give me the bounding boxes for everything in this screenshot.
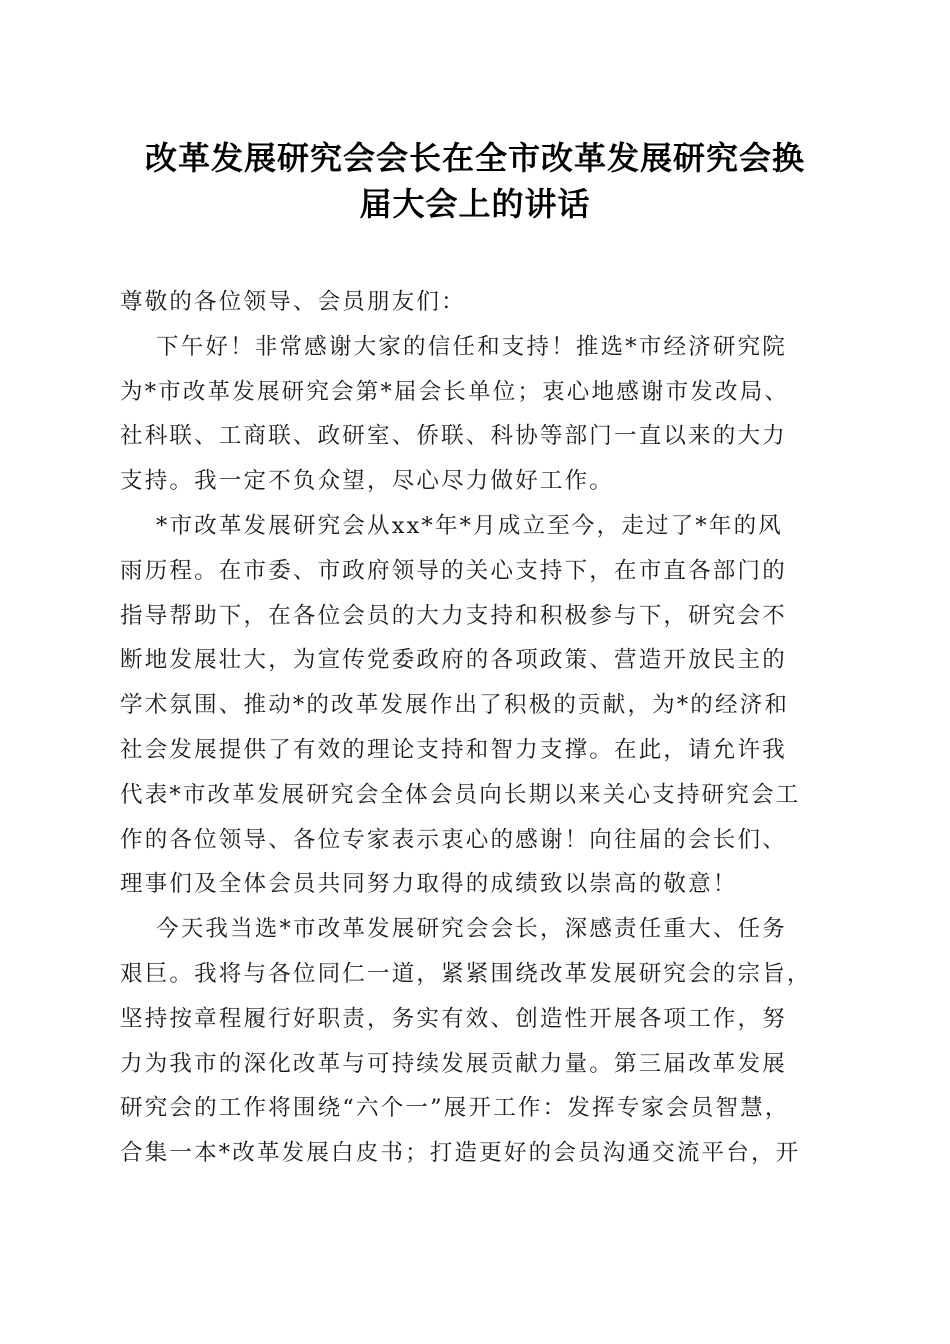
- salutation: 尊敬的各位领导、会员朋友们：: [120, 289, 466, 315]
- title-line-2: 届大会上的讲话: [359, 185, 591, 223]
- text-line: 代表*市改革发展研究会全体会员向长期以来关心支持研究会工: [120, 781, 801, 808]
- text-line: 作的各位领导、各位专家表示衷心的感谢！向往届的会长们、: [120, 826, 787, 853]
- text-line: 支持。我一定不负众望，尽心尽力做好工作。: [120, 468, 615, 495]
- text-line: 社科联、工商联、政研室、侨联、科协等部门一直以来的大力: [120, 423, 787, 450]
- text-line: 学术氛围、推动*的改革发展作出了积极的贡献，为*的经济和: [120, 692, 790, 719]
- text-line: 社会发展提供了有效的理论支持和智力支撑。在此，请允许我: [120, 736, 787, 763]
- title-line-1: 改革发展研究会会长在全市改革发展研究会换: [144, 139, 805, 177]
- text-line: 为*市改革发展研究会第*届会长单位；衷心地感谢市发改局、: [120, 378, 790, 405]
- text-line: 力为我市的深化改革与可持续发展贡献力量。第三届改革发展: [120, 1050, 787, 1077]
- document-title: [100, 135, 850, 227]
- text-line: 下午好！非常感谢大家的信任和支持！推选*市经济研究院: [156, 333, 787, 360]
- paragraph-1: [120, 325, 832, 504]
- document-body: [120, 280, 832, 1176]
- text-line: *市改革发展研究会从xx*年*月成立至今，走过了*年的风: [156, 512, 783, 539]
- text-line: 雨历程。在市委、市政府领导的关心支持下，在市直各部门的: [120, 557, 787, 584]
- paragraph-2: [120, 504, 832, 907]
- text-line: 研究会的工作将围绕“六个一”展开工作：发挥专家会员智慧，: [120, 1095, 790, 1122]
- text-line: 理事们及全体会员共同努力取得的成绩致以崇高的敬意！: [120, 871, 738, 898]
- text-line: 今天我当选*市改革发展研究会会长，深感责任重大、任务: [156, 916, 787, 943]
- text-line: 指导帮助下，在各位会员的大力支持和积极参与下，研究会不: [120, 602, 787, 629]
- text-line: 断地发展壮大，为宣传党委政府的各项政策、营造开放民主的: [120, 647, 787, 674]
- text-line: 艰巨。我将与各位同仁一道，紧紧围绕改革发展研究会的宗旨，: [120, 960, 812, 987]
- text-line: 坚持按章程履行好职责，务实有效、创造性开展各项工作，努: [120, 1005, 787, 1032]
- text-line: 合集一本*改革发展白皮书；打造更好的会员沟通交流平台，开: [120, 1140, 801, 1167]
- paragraph-3: [120, 907, 832, 1176]
